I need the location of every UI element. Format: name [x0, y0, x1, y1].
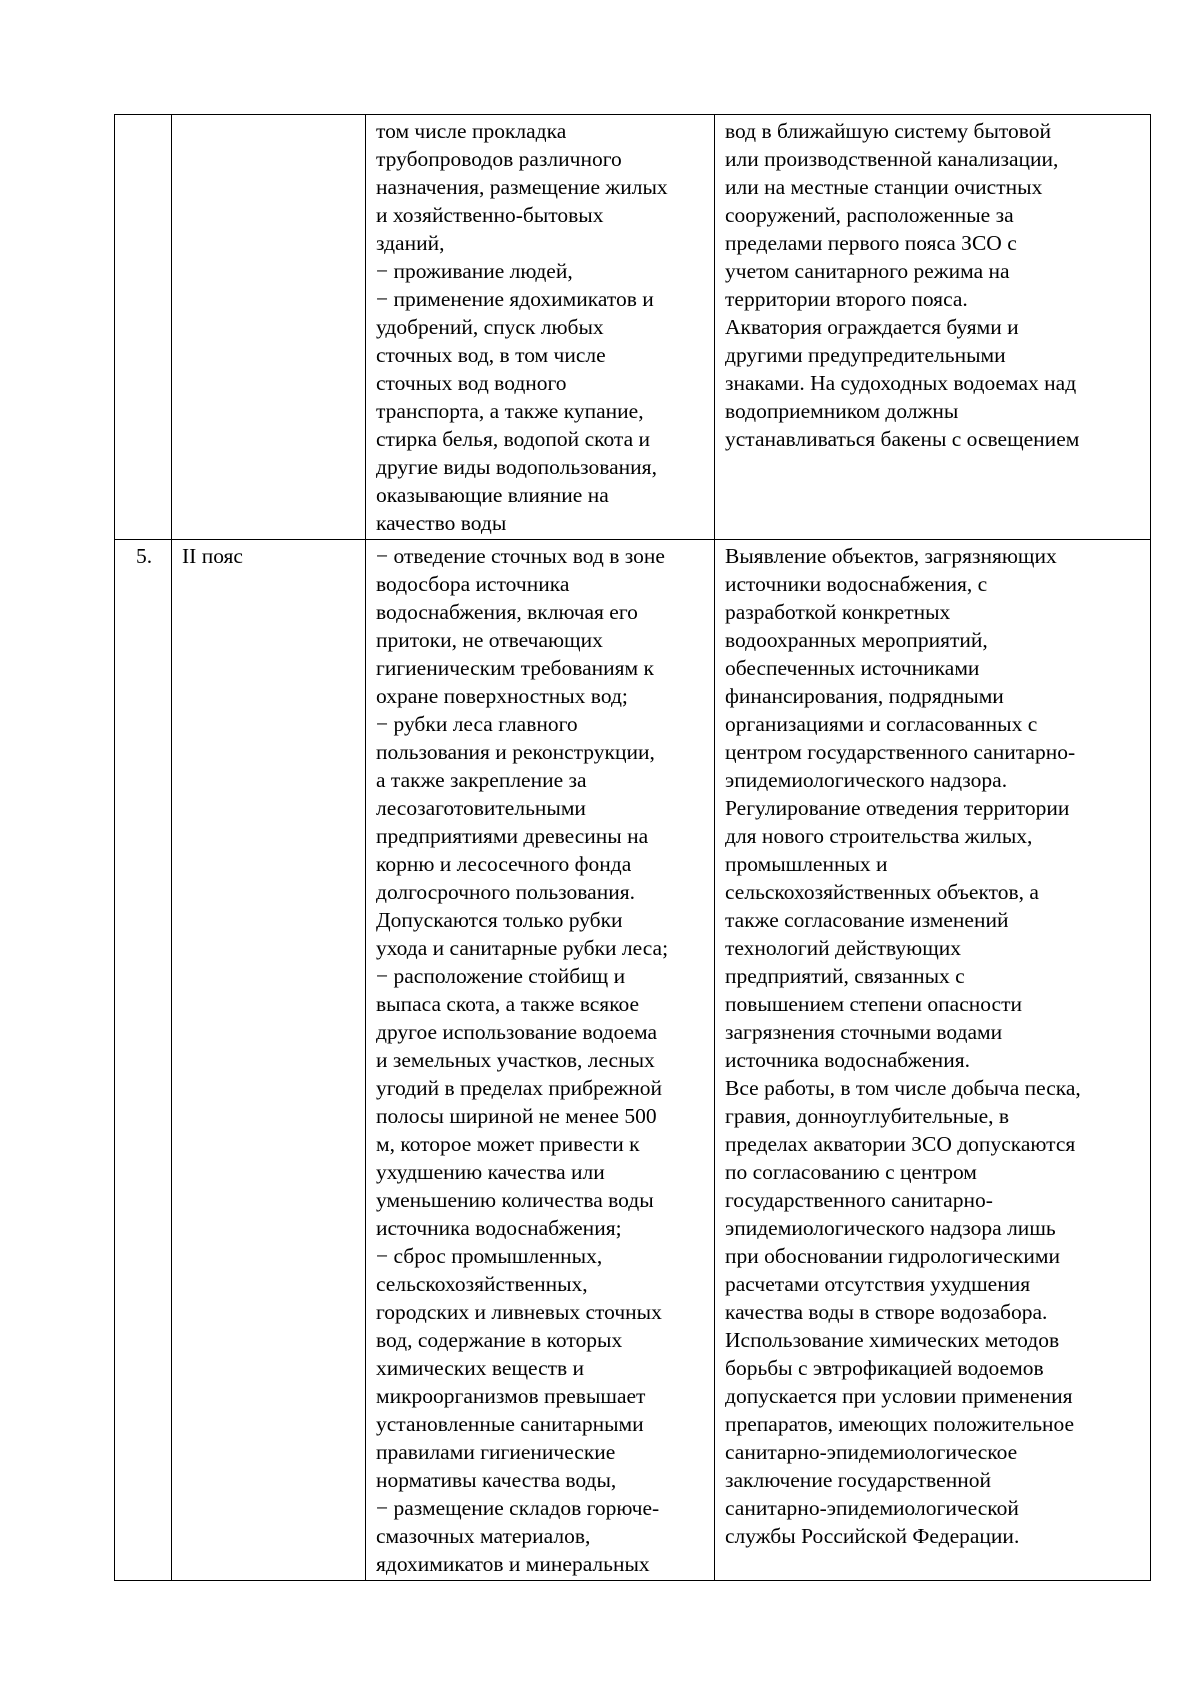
restrictions-line: правилами гигиенические: [376, 1440, 616, 1464]
restrictions-line: Допускаются только рубки: [376, 908, 623, 932]
measures-line: сооружений, расположенные за: [725, 203, 1014, 227]
measures-line: сельскохозяйственных объектов, а: [725, 880, 1039, 904]
measures-line: или производственной канализации,: [725, 147, 1059, 171]
restrictions-line: водосбора источника: [376, 572, 570, 596]
restrictions-line: охране поверхностных вод;: [376, 684, 628, 708]
measures-line: по согласованию с центром: [725, 1160, 977, 1184]
measures-line: допускается при условии применения: [725, 1384, 1073, 1408]
restrictions-line: транспорта, а также купание,: [376, 399, 644, 423]
measures-line: или на местные станции очистных: [725, 175, 1043, 199]
restrictions-line: предприятиями древесины на: [376, 824, 649, 848]
measures-line: гравия, донноуглубительные, в: [725, 1104, 1010, 1128]
measures-line: Все работы, в том числе добыча песка,: [725, 1076, 1081, 1100]
restrictions-line: удобрений, спуск любых: [376, 315, 604, 339]
measures-line: эпидемиологического надзора лишь: [725, 1216, 1056, 1240]
restrictions-line: − применение ядохимикатов и: [376, 287, 654, 311]
measures-line: разработкой конкретных: [725, 600, 951, 624]
measures-line: загрязнения сточными водами: [725, 1020, 1003, 1044]
zone-cell: [172, 115, 366, 540]
measures-line: Использование химических методов: [725, 1328, 1060, 1352]
restrictions-line: сточных вод водного: [376, 371, 567, 395]
table-body: [115, 115, 1151, 1581]
measures-line: знаками. На судоходных водоемах над: [725, 371, 1077, 395]
restrictions-cell: [366, 115, 715, 540]
measures-line: территории второго пояса.: [725, 287, 968, 311]
restrictions-line: стирка белья, водопой скота и: [376, 427, 651, 451]
measures-line: вод в ближайшую систему бытовой: [725, 119, 1052, 143]
measures-line: препаратов, имеющих положительное: [725, 1412, 1075, 1436]
restrictions-line: − расположение стойбищ и: [376, 964, 626, 988]
restrictions-line: микроорганизмов превышает: [376, 1384, 646, 1408]
restrictions-line: другое использование водоема: [376, 1020, 658, 1044]
restrictions-line: угодий в пределах прибрежной: [376, 1076, 663, 1100]
measures-line: Акватория ограждается буями и: [725, 315, 1019, 339]
restrictions-line: пользования и реконструкции,: [376, 740, 655, 764]
measures-cell: [715, 115, 1151, 540]
measures-line: устанавливаться бакены с освещением: [725, 427, 1080, 451]
restrictions-line: − сброс промышленных,: [376, 1244, 603, 1268]
measures-line: источника водоснабжения.: [725, 1048, 970, 1072]
measures-line: источники водоснабжения, с: [725, 572, 988, 596]
measures-line: пределах акватории ЗСО допускаются: [725, 1132, 1076, 1156]
restrictions-line: вод, содержание в которых: [376, 1328, 623, 1352]
restrictions-line: − проживание людей,: [376, 259, 573, 283]
restrictions-line: установленные санитарными: [376, 1412, 644, 1436]
measures-line: финансирования, подрядными: [725, 684, 1004, 708]
measures-line: заключение государственной: [725, 1468, 991, 1492]
restrictions-line: ухода и санитарные рубки леса;: [376, 936, 669, 960]
restrictions-line: и земельных участков, лесных: [376, 1048, 655, 1072]
restrictions-line: уменьшению количества воды: [376, 1188, 654, 1212]
restrictions-line: сточных вод, в том числе: [376, 343, 606, 367]
restrictions-line: корню и лесосечного фонда: [376, 852, 632, 876]
restrictions-line: нормативы качества воды,: [376, 1468, 617, 1492]
measures-line: санитарно-эпидемиологическое: [725, 1440, 1018, 1464]
restrictions-line: полосы шириной не менее 500: [376, 1104, 657, 1128]
restrictions-line: выпаса скота, а также всякое: [376, 992, 640, 1016]
measures-line: борьбы с эвтрофикацией водоемов: [725, 1356, 1044, 1380]
measures-line: при обосновании гидрологическими: [725, 1244, 1060, 1268]
measures-line: государственного санитарно-: [725, 1188, 993, 1212]
table-row: [115, 115, 1151, 540]
restrictions-line: ядохимикатов и минеральных: [376, 1552, 650, 1576]
measures-line: также согласование изменений: [725, 908, 1009, 932]
measures-line: организациями и согласованных с: [725, 712, 1038, 736]
restrictions-line: том числе прокладка: [376, 119, 567, 143]
measures-line: водоохранных мероприятий,: [725, 628, 988, 652]
measures-line: для нового строительства жилых,: [725, 824, 1033, 848]
measures-line: Регулирование отведения территории: [725, 796, 1070, 820]
measures-line: водоприемником должны: [725, 399, 959, 423]
measures-line: центром государственного санитарно-: [725, 740, 1076, 764]
measures-line: промышленных и: [725, 852, 888, 876]
restrictions-line: − размещение складов горюче-: [376, 1496, 660, 1520]
restrictions-line: ухудшению качества или: [376, 1160, 605, 1184]
measures-line: пределами первого пояса ЗСО с: [725, 231, 1017, 255]
measures-line: службы Российской Федерации.: [725, 1524, 1020, 1548]
restrictions-line: оказывающие влияние на: [376, 483, 609, 507]
restrictions-line: источника водоснабжения;: [376, 1216, 622, 1240]
restrictions-line: лесозаготовительными: [376, 796, 586, 820]
measures-line: Выявление объектов, загрязняющих: [725, 544, 1057, 568]
restrictions-line: и хозяйственно-бытовых: [376, 203, 604, 227]
row-number-cell: 5.: [115, 540, 172, 1581]
restrictions-line: смазочных материалов,: [376, 1524, 591, 1548]
restrictions-line: водоснабжения, включая его: [376, 600, 638, 624]
restrictions-line: − рубки леса главного: [376, 712, 578, 736]
measures-line: учетом санитарного режима на: [725, 259, 1010, 283]
measures-line: обеспеченных источниками: [725, 656, 980, 680]
restrictions-line: долгосрочного пользования.: [376, 880, 635, 904]
zone-cell: II пояс: [172, 540, 366, 1581]
measures-cell: [715, 540, 1151, 1581]
restrictions-line: химических веществ и: [376, 1356, 585, 1380]
restrictions-line: а также закрепление за: [376, 768, 587, 792]
measures-line: повышением степени опасности: [725, 992, 1022, 1016]
restrictions-line: другие виды водопользования,: [376, 455, 657, 479]
measures-line: другими предупредительными: [725, 343, 1006, 367]
restrictions-line: м, которое может привести к: [376, 1132, 640, 1156]
measures-line: расчетами отсутствия ухудшения: [725, 1272, 1031, 1296]
measures-line: эпидемиологического надзора.: [725, 768, 1008, 792]
restrictions-line: качество воды: [376, 511, 507, 535]
restrictions-line: гигиеническим требованиям к: [376, 656, 654, 680]
restrictions-line: городских и ливневых сточных: [376, 1300, 662, 1324]
measures-line: санитарно-эпидемиологической: [725, 1496, 1019, 1520]
sanitary-zone-table: [114, 114, 1151, 1581]
measures-line: качества воды в створе водозабора.: [725, 1300, 1048, 1324]
restrictions-cell: [366, 540, 715, 1581]
measures-line: предприятий, связанных с: [725, 964, 965, 988]
measures-line: технологий действующих: [725, 936, 962, 960]
table-row: [115, 540, 1151, 1581]
restrictions-line: притоки, не отвечающих: [376, 628, 603, 652]
restrictions-line: назначения, размещение жилых: [376, 175, 668, 199]
restrictions-line: сельскохозяйственных,: [376, 1272, 588, 1296]
restrictions-line: зданий,: [376, 231, 445, 255]
restrictions-line: трубопроводов различного: [376, 147, 622, 171]
row-number-cell: [115, 115, 172, 540]
restrictions-line: − отведение сточных вод в зоне: [376, 544, 665, 568]
